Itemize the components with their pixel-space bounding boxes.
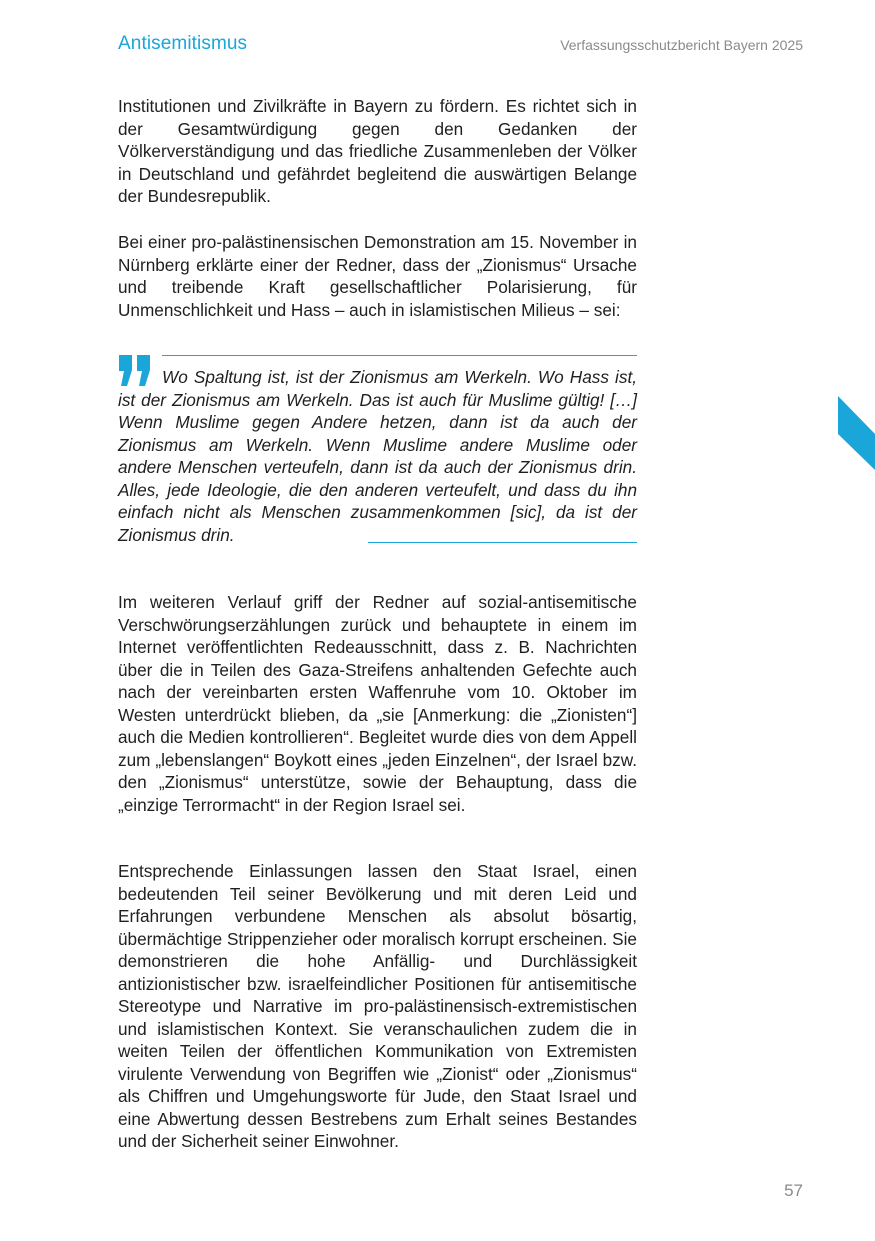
quote-text: Wo Spaltung ist, ist der Zionismus am Werkeln. Wo Hass ist, ist der Zionismus am Werkeln. Das ist auch für Muslime gültig! […] Wenn Muslime gegen Andere hetzen, dann ist da auch der Zionismus am Werkeln. Wenn Muslime andere Muslime oder andere Menschen verteufeln, dann ist da auch der Zionismus drin. Alles, jede Ideologie, die den anderen verteufelt, und dass du ihn einfach nicht als Menschen zusammenkommen [sic], da ist der Zionismus drin. — [118, 367, 637, 545]
chapter-tab-marker — [838, 396, 875, 470]
paragraph: Entsprechende Einlassungen lassen den Staat Israel, einen bedeutenden Teil seiner Bevölkerung und mit deren Leid und Erfahrungen verbundene Menschen als absolut bösartig, übermächtige Strippenzieher oder moralisch korrupt erscheinen. Sie demonstrieren die hohe Anfällig- und Durchlässigkeit antizionistischer bzw. israelfeindlicher Positionen für antisemitische Stereotype und Narrative im pro-palästinensisch-extremistischen und islamistischen Kontext. Sie veranschaulichen zudem die in weiten Teilen der öffentlichen Kommunikation von Extremisten virulente Verwendung von Begriffen wie „Zionist“ oder „Zionismus“ als Chiffren und Umgehungsworte für Jude, den Staat Israel und eine Abwertung dessen Bestrebens zum Erhalt seines Bestandes und der Sicherheit seiner Einwohner. — [118, 861, 637, 1151]
block-quote — [118, 355, 637, 545]
quote-top-rule — [162, 355, 637, 356]
quote-bottom-rule — [368, 542, 637, 543]
paragraph: Bei einer pro-palästinensischen Demonstration am 15. November in Nürnberg erklärte einer der Redner, dass der „Zionismus“ Ursache und treibende Kraft gesellschaftlicher Polarisierung, für Unmenschlichkeit und Hass – auch in islamistischen Milieus – sei: — [118, 232, 637, 320]
paragraph: Institutionen und Zivilkräfte in Bayern zu fördern. Es richtet sich in der Gesamtwürdigung gegen den Gedanken der Völkerverständigung und das friedliche Zusammenleben der Völker in Deutschland und gefährdet begleitend die auswärtigen Belange der Bundesrepublik. — [118, 96, 637, 206]
paragraph: Im weiteren Verlauf griff der Redner auf sozial-antisemitische Verschwörungserzählungen zurück und behauptete in einem im Internet veröffentlichten Redeausschnitt, dass z. B. Nachrichten über die in Teilen des Gaza-Streifens anhaltenden Gefechte auch nach der vereinbarten ersten Waffenruhe vom 10. Oktober im Westen unterdrückt blieben, da „sie [Anmerkung: die „Zionisten“] auch die Medien kontrollieren“. Begleitet wurde dies von dem Appell zum „lebenslangen“ Boykott eines „jeden Einzelnen“, der Israel bzw. den „Zionismus“ unterstütze, sowie der Behauptung, dass die „einzige Terrormacht“ in der Region Israel sei. — [118, 592, 637, 815]
page-number: 57 — [784, 1181, 803, 1200]
section-title: Antisemitismus — [118, 33, 248, 54]
publication-title: Verfassungsschutzbericht Bayern 2025 — [560, 37, 803, 53]
